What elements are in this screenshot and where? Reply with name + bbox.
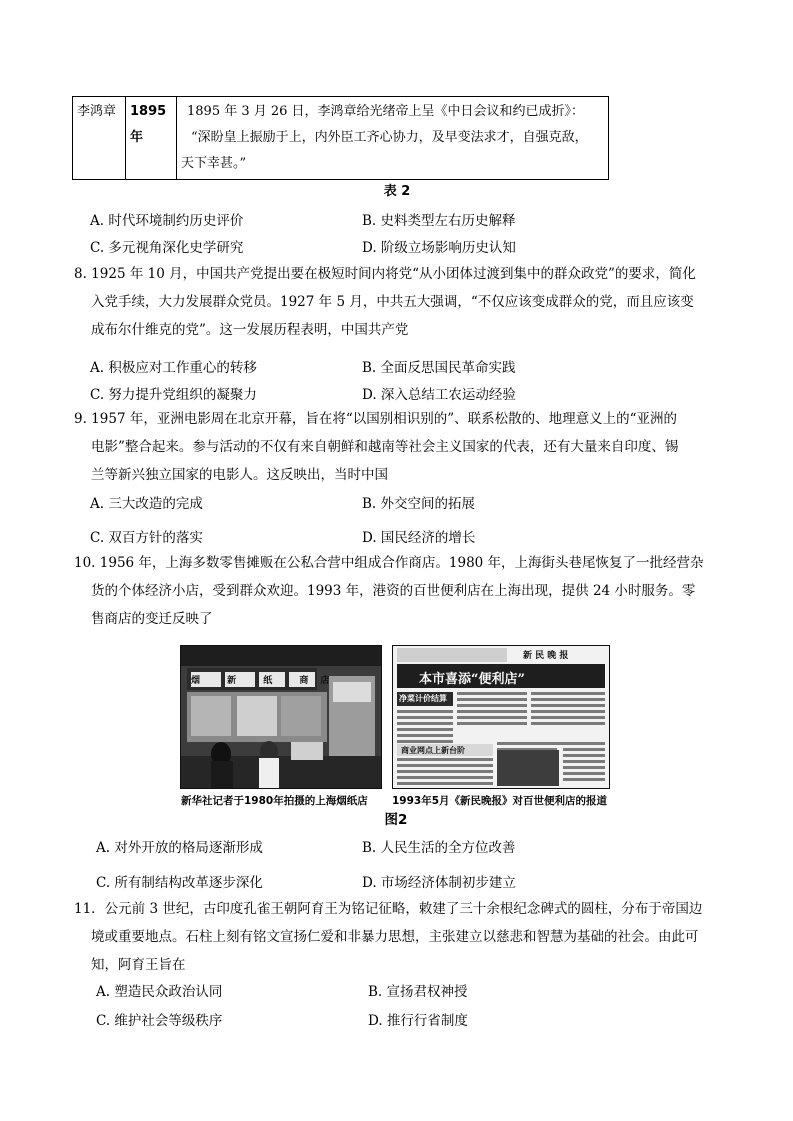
q11-option-d[interactable]: D. 推行行省制度: [368, 1013, 468, 1029]
shop-photo-illustration: [181, 646, 381, 788]
content-line-1: 1895 年 3 月 26 日，李鸿章给光绪帝上呈《中日会议和约已成折》：: [187, 104, 585, 119]
q8-option-b[interactable]: B. 全面反思国民革命实践: [362, 360, 516, 376]
q8-line-2: 入党手续，大力发展群众党员。1927 年 5 月，中共五大强调，“不仅应该变成群众的党，而且应该变: [91, 294, 694, 310]
q11-option-b[interactable]: B. 宣扬君权神授: [368, 984, 468, 1000]
q8-option-c[interactable]: C. 努力提升党组织的凝聚力: [90, 387, 257, 403]
q7-option-d[interactable]: D. 阶级立场影响历史认知: [362, 240, 516, 256]
shop-photo: [180, 645, 382, 789]
q10-option-c[interactable]: C. 所有制结构改革逐步深化: [96, 875, 263, 891]
q9-option-b[interactable]: B. 外交空间的拓展: [362, 496, 476, 512]
q10-line-1: 10. 1956 年，上海多数零售摊贩在公私合营中组成合作商店。1980 年，上海街头巷尾恢复了一批经营杂: [74, 555, 704, 571]
newspaper-subheading: 净菜计价结算: [399, 693, 447, 703]
q9-line-2: 电影”整合起来。参与活动的不仅有来自朝鲜和越南等社会主义国家的代表，还有大量来自印度、锡: [91, 439, 679, 455]
year-cell: 1895年: [126, 97, 177, 180]
shop-sign: 烟 新 纸 商店: [191, 676, 342, 686]
q9-option-d[interactable]: D. 国民经济的增长: [362, 530, 476, 546]
newspaper-masthead: 新 民 晚 报: [523, 651, 569, 661]
q7-option-c[interactable]: C. 多元视角深化史学研究: [90, 240, 244, 256]
person-cell: 李鸿章: [73, 97, 126, 180]
q11-option-c[interactable]: C. 维护社会等级秩序: [96, 1013, 223, 1029]
newspaper-clip: [392, 645, 610, 789]
q9-option-a[interactable]: A. 三大改造的完成: [90, 496, 203, 512]
table-caption: 表 2: [383, 184, 411, 199]
q8-option-d[interactable]: D. 深入总结工农运动经验: [362, 387, 516, 403]
content-cell: [177, 97, 609, 180]
table-2: [72, 96, 609, 180]
question-11: [74, 895, 722, 979]
q11-line-3: 知，阿育王旨在: [91, 957, 186, 973]
q9-line-3: 兰等新兴独立国家的电影人。这反映出，当时中国: [91, 467, 388, 483]
question-10: [74, 549, 722, 633]
q10-option-d[interactable]: D. 市场经济体制初步建立: [362, 875, 516, 891]
q7-option-a[interactable]: A. 时代环境制约历史评价: [90, 213, 244, 229]
q8-line-3: 成布尔什维克的党”。这一发展历程表明，中国共产党: [91, 322, 409, 338]
content-line-2: “深盼皇上振励于上，内外臣工齐心协力，及早变法求才，自强克敌，: [191, 130, 588, 145]
q9-line-1: 9. 1957 年，亚洲电影周在北京开幕，旨在将“以国别相识别的”、联系松散的、地理意义上的“亚洲的: [74, 411, 678, 427]
q10-option-a[interactable]: A. 对外开放的格局逐渐形成: [96, 840, 263, 856]
question-8: [74, 260, 722, 344]
newspaper-subheading-2: 商业网点上新台阶: [401, 745, 465, 755]
q11-line-1: 11．公元前 3 世纪，古印度孔雀王朝阿育王为铭记征略，敕建了三十余根纪念碑式的圆柱，分布于帝国边: [74, 901, 703, 917]
q7-option-b[interactable]: B. 史料类型左右历史解释: [362, 213, 516, 229]
figure-right-caption: 1993年5月《新民晚报》对百世便利店的报道: [392, 795, 608, 807]
figure-left-caption: 新华社记者于1980年拍摄的上海烟纸店: [181, 795, 368, 807]
q8-option-a[interactable]: A. 积极应对工作重心的转移: [90, 360, 257, 376]
q10-line-3: 售商店的变迁反映了: [91, 611, 213, 627]
newspaper-headline: 本市喜添“便利店”: [419, 672, 525, 687]
q9-option-c[interactable]: C. 双百方针的落实: [90, 530, 203, 546]
table-row: [73, 97, 609, 180]
q8-line-1: 8. 1925 年 10 月，中国共产党提出要在极短时间内将党“从小团体过渡到集中的群众政党”的要求，简化: [74, 266, 696, 282]
q11-option-a[interactable]: A. 塑造民众政治认同: [96, 984, 223, 1000]
q10-line-2: 货的个体经济小店，受到群众欢迎。1993 年，港资的百世便利店在上海出现，提供 24 小时服务。零: [91, 583, 696, 599]
q11-line-2: 境或重要地点。石柱上刻有铭文宣扬仁爱和非暴力思想，主张建立以慈悲和智慧为基础的社会。由此可: [91, 929, 699, 945]
question-9: [74, 405, 722, 489]
q10-option-b[interactable]: B. 人民生活的全方位改善: [362, 840, 516, 856]
figure-label: 图2: [384, 812, 408, 828]
content-line-3: 天下幸甚。”: [181, 156, 247, 171]
